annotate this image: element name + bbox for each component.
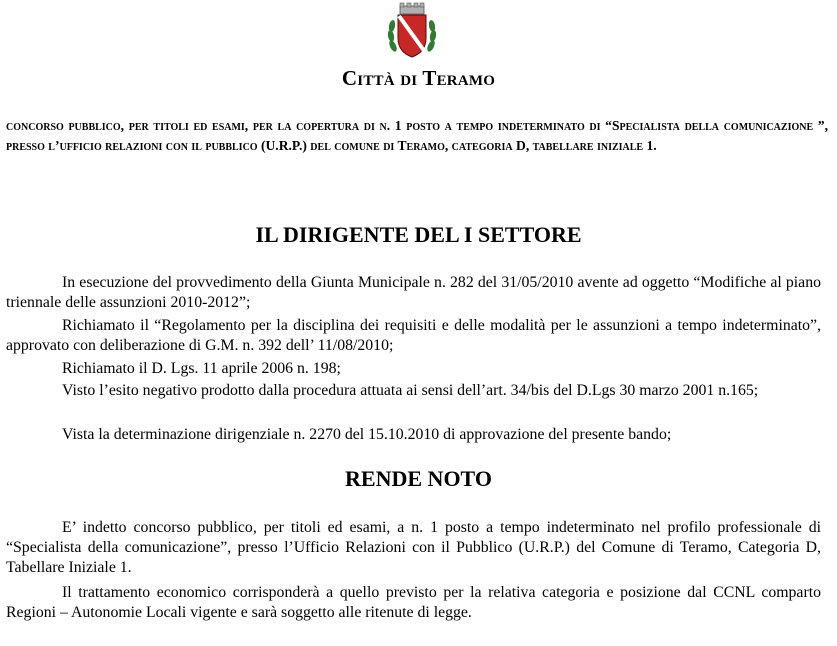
svg-text:✦: ✦: [402, 22, 408, 28]
notice-subject: concorso pubblico, per titoli ed esami, per la copertura di n. 1 posto a tempo indeterminato di “Specialista della comunicazione ”, presso l’ufficio relazioni con il pubblico (U.R.P.) del comune di Teramo, categoria D, tabellare iniziale 1.: [6, 118, 828, 153]
rende-noto-heading: RENDE NOTO: [345, 466, 492, 491]
premise-paragraph: Vista la determinazione dirigenziale n. 2270 del 15.10.2010 di approvazione del presente bando;: [62, 426, 672, 443]
svg-text:✦: ✦: [416, 42, 422, 48]
premise-paragraph: Visto l’esito negativo prodotto dalla procedura attuata ai sensi dell’art. 34/bis del D.Lgs 30 marzo 2001 n.165;: [62, 382, 759, 399]
city-coat-of-arms-icon: [387, 2, 437, 60]
premise-paragraph: Richiamato il “Regolamento per la disciplina dei requisiti e delle modalità per le assunzioni a tempo indeterminato”, approvato con deliberazione di G.M. n. 392 dell’ 11/08/2010;: [6, 317, 821, 354]
premise-paragraph: In esecuzione del provvedimento della Giunta Municipale n. 282 del 31/05/2010 avente ad oggetto “Modifiche al piano triennale delle assunzioni 2010-2012”;: [6, 274, 821, 311]
announcement-paragraph: Il trattamento economico corrisponderà a quello previsto per la relativa categoria e posizione dal CCNL comparto Regioni – Autonomie Locali vigente e sarà soggetto alle ritenute di legge.: [6, 584, 821, 621]
dirigente-heading: IL DIRIGENTE DEL I SETTORE: [255, 222, 582, 247]
premise-paragraph: Richiamato il D. Lgs. 11 aprile 2006 n. 198;: [62, 360, 341, 377]
city-title: Città di Teramo: [341, 66, 496, 90]
announcement-paragraph: E’ indetto concorso pubblico, per titoli ed esami, a n. 1 posto a tempo indeterminato nel profilo professionale di “Specialista della comunicazione”, presso l’Ufficio Relazioni con il Pubblico (U.R.P.) del Comune di Teramo, Categoria D, Tabellare Iniziale 1.: [6, 519, 821, 576]
